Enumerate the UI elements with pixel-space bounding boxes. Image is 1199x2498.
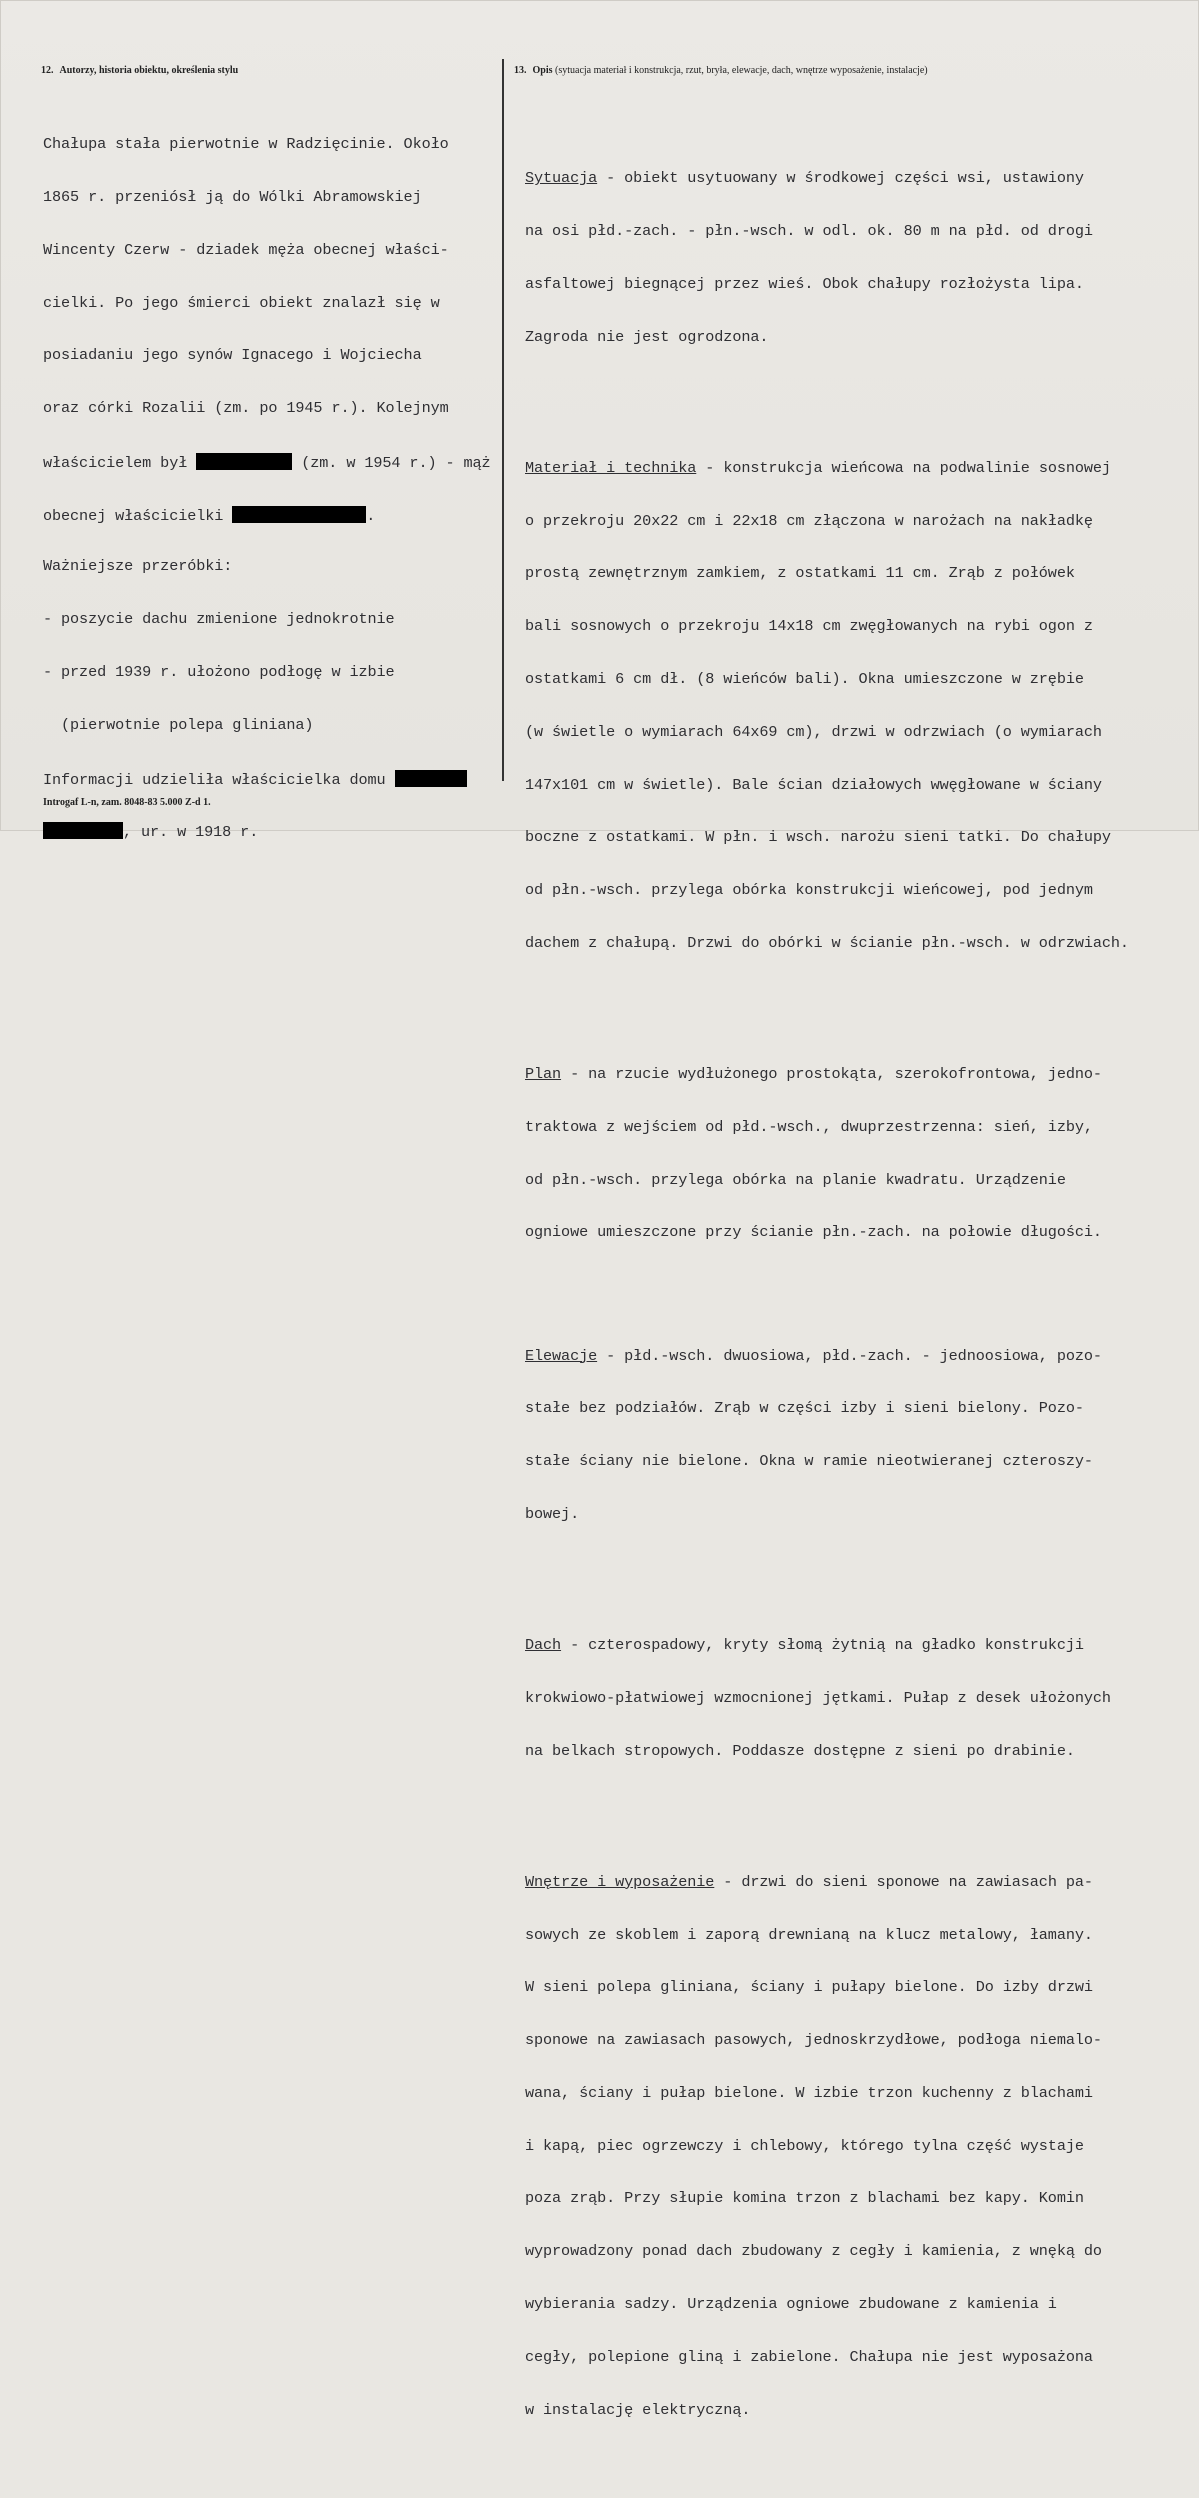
redaction-bar [43, 822, 123, 839]
text-line: boczne z ostatkami. W płn. i wsch. narożu sieni tatki. Do chałupy [525, 828, 1111, 847]
text-fragment: - drzwi do sieni sponowe na zawiasach pa- [714, 1872, 1093, 1891]
paragraph-elevations [525, 1312, 1129, 1558]
text-line: Ważniejsze przeróbki: [43, 557, 233, 576]
right-section-subtitle: (sytuacja materiał i konstrukcja, rzut, bryła, elewacje, dach, wnętrze wyposażenie, instalacje) [555, 65, 928, 76]
text-fragment: obecnej właścicielki [43, 506, 233, 525]
text-line: o przekroju 20x22 cm i 22x18 cm złączona w narożach na nakładkę [525, 511, 1093, 530]
text-line [525, 1637, 1129, 1655]
left-section-title: Autorzy, historia obiektu, określenia stylu [59, 65, 239, 76]
text-line: sowych ze skoblem i zaporą drewnianą na klucz metalowy, łamany. [525, 1925, 1093, 1944]
text-line: (pierwotnie polepa gliniana) [43, 715, 314, 734]
text-fragment: - czterospadowy, kryty słomą żytnią na gładko konstrukcji [561, 1636, 1084, 1655]
text-line: stałe bez podziałów. Zrąb w części izby i sieni bielony. Pozo- [525, 1399, 1084, 1418]
paragraph-situation [525, 135, 1129, 381]
redaction-bar [196, 453, 292, 470]
text-line: stałe ściany nie bielone. Okna w ramie nieotwieranej czteroszy- [525, 1452, 1093, 1471]
text-fragment: - na rzucie wydłużonego prostokąta, szerokofrontowa, jedno- [561, 1065, 1102, 1084]
text-line: Chałupa stała pierwotnie w Radzięcinie. Około [43, 135, 449, 154]
text-line: wana, ściany i pułap bielone. W izbie trzon kuchenny z blachami [525, 2083, 1093, 2102]
text-fragment: - płd.-wsch. dwuosiowa, płd.-zach. - jednoosiowa, pozo- [597, 1346, 1102, 1365]
text-line: i kapą, piec ogrzewczy i chlebowy, którego tylna część wystaje [525, 2136, 1084, 2155]
paragraph-material [525, 425, 1129, 988]
text-fragment: (zm. w 1954 r.) - mąż [292, 453, 491, 472]
text-line: bali sosnowych o przekroju 14x18 cm zwęgłowanych na rybi ogon z [525, 617, 1093, 636]
text-fragment: , ur. w 1918 r. [123, 823, 259, 842]
section-heading: Dach [525, 1636, 562, 1655]
text-fragment: - obiekt usytuowany w środkowej części wsi, ustawiony [597, 169, 1084, 188]
left-section-number: 12. [41, 65, 54, 76]
text-line: cegły, polepione gliną i zabielone. Chałupa nie jest wyposażona [525, 2347, 1093, 2366]
text-line: - poszycie dachu zmienione jednokrotnie [43, 610, 395, 629]
text-line [43, 822, 491, 840]
text-line: wyprowadzony ponad dach zbudowany z cegły i kamienia, z wnęką do [525, 2242, 1102, 2261]
text-line: na belkach stropowych. Poddasze dostępne z sieni po drabinie. [525, 1741, 1075, 1760]
text-line [43, 453, 491, 471]
text-line: ostatkami 6 cm dł. (8 wieńców bali). Okna umieszczone w zrębie [525, 670, 1084, 688]
right-section-number: 13. [514, 65, 527, 76]
paragraph-roof [525, 1602, 1129, 1796]
redaction-bar [232, 506, 366, 523]
text-line: - przed 1939 r. ułożono podłogę w izbie [43, 663, 395, 681]
text-line: na osi płd.-zach. - płn.-wsch. w odl. ok. 80 m na płd. od drogi [525, 222, 1093, 241]
text-line: bowej. [525, 1504, 580, 1523]
text-line: oraz córki Rozalii (zm. po 1945 r.). Kolejnym [43, 399, 449, 418]
text-fragment: . [366, 506, 376, 525]
text-line: prostą zewnętrznym zamkiem, z ostatkami 11 cm. Zrąb z połówek [525, 564, 1075, 583]
text-line [525, 170, 1129, 188]
text-line [525, 1348, 1129, 1366]
text-line: wybierania sadzy. Urządzenia ogniowe zbudowane z kamienia i [525, 2295, 1057, 2314]
section-heading: Sytuacja [525, 169, 598, 188]
right-section-header [514, 65, 928, 76]
text-line [525, 460, 1129, 478]
text-line [525, 1066, 1129, 1084]
text-fragment: właścicielem był [43, 453, 197, 472]
text-line [43, 770, 491, 788]
text-line: dachem z chałupą. Drzwi do obórki w ścianie płn.-wsch. w odrzwiach. [525, 933, 1129, 952]
text-line: ogniowe umieszczone przy ścianie płn.-zach. na połowie długości. [525, 1223, 1102, 1242]
section-heading: Materiał i technika [525, 458, 697, 477]
history-text [43, 101, 491, 875]
description-text [525, 100, 1129, 2498]
text-line: 147x101 cm w świetle). Bale ścian działowych wwęgłowane w ściany [525, 775, 1102, 794]
text-line: Wincenty Czerw - dziadek męża obecnej właści- [43, 240, 449, 259]
paragraph-interior [525, 1839, 1129, 2455]
text-line: posiadaniu jego synów Ignacego i Wojciecha [43, 346, 422, 365]
text-line: poza zrąb. Przy słupie komina trzon z blachami bez kapy. Komin [525, 2189, 1084, 2208]
text-line: traktowa z wejściem od płd.-wsch., dwuprzestrzenna: sień, izby, [525, 1117, 1093, 1136]
redaction-bar [395, 770, 467, 787]
right-section-title: Opis [532, 65, 553, 76]
left-section-header [41, 65, 238, 76]
section-heading: Wnętrze i wyposażenie [525, 1872, 715, 1891]
text-line: cielki. Po jego śmierci obiekt znalazł się w [43, 293, 440, 312]
section-heading: Elewacje [525, 1346, 598, 1365]
text-line: sponowe na zawiasach pasowych, jednoskrzydłowe, podłoga niemalo- [525, 2031, 1102, 2050]
text-line: W sieni polepa gliniana, ściany i pułapy bielone. Do izby drzwi [525, 1978, 1093, 1997]
text-fragment: - konstrukcja wieńcowa na podwalinie sosnowej [696, 458, 1111, 477]
text-line: od płn.-wsch. przylega obórka na planie kwadratu. Urządzenie [525, 1170, 1066, 1189]
text-line: krokwiowo-płatwiowej wzmocnionej jętkami. Pułap z desek ułożonych [525, 1688, 1111, 1707]
text-line: 1865 r. przeniósł ją do Wólki Abramowskiej [43, 187, 422, 206]
column-divider [502, 59, 504, 781]
text-line: (w świetle o wymiarach 64x69 cm), drzwi w odrzwiach (o wymiarach [525, 722, 1102, 741]
text-line: Zagroda nie jest ogrodzona. [525, 327, 769, 346]
text-line: w instalację elektryczną. [525, 2400, 751, 2419]
text-line: od płn.-wsch. przylega obórka konstrukcji wieńcowej, pod jednym [525, 881, 1093, 900]
section-heading: Plan [525, 1065, 562, 1084]
text-line [43, 506, 491, 524]
text-line [525, 1874, 1129, 1892]
text-fragment: Informacji udzieliła właścicielka domu [43, 770, 395, 789]
paragraph-plan [525, 1031, 1129, 1277]
printer-footer: Introgaf L-n, zam. 8048-83 5.000 Z-d 1. [43, 797, 211, 808]
text-line: asfaltowej biegnącej przez wieś. Obok chałupy rozłożysta lipa. [525, 274, 1084, 293]
